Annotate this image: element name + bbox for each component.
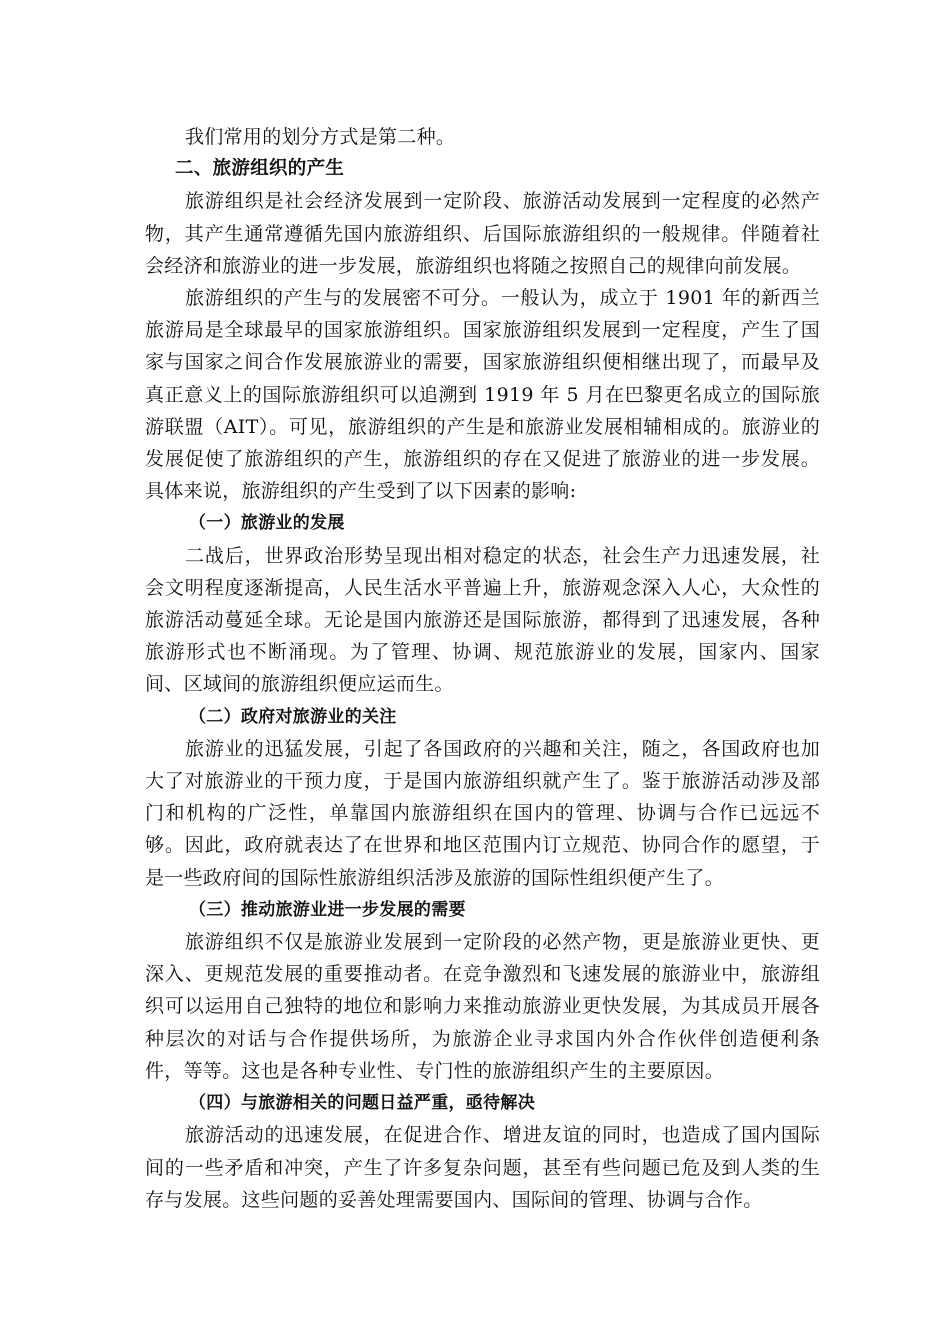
- paragraph-government-attention: 旅游业的迅猛发展，引起了各国政府的兴趣和关注，随之，各国政府也加大了对旅游业的干预力度，于是国内旅游组织就产生了。鉴于旅游活动涉及部门和机构的广泛性，单靠国内旅游组织在国内的管理、协调与合作已远远不够。因此，政府就表达了在世界和地区范围内订立规范、协同合作的愿望，于是一些政府间的国际性旅游组织活涉及旅游的国际性组织便产生了。: [145, 737, 820, 889]
- paragraph-tourism-development: 二战后，世界政治形势呈现出相对稳定的状态，社会生产力迅速发展，社会文明程度逐渐提高，人民生活水平普遍上升，旅游观念深入人心，大众性的旅游活动蔓延全球。无论是国内旅游还是国际旅游，都得到了迅速发展，各种旅游形式也不断涌现。为了管理、协调、规范旅游业的发展，国家内、国家间、区域间的旅游组织便应运而生。: [145, 544, 820, 696]
- section-heading-origin: 二、旅游组织的产生: [175, 158, 345, 180]
- paragraph-history: 旅游组织的产生与的发展密不可分。一般认为，成立于 1901 年的新西兰旅游局是全球最早的国家旅游组织。国家旅游组织发展到一定程度，产生了国家与国家之间合作发展旅游业的需要，国家旅游组织便相继出现了，而最早及真正意义上的国际旅游组织可以追溯到 1919 年 5 月在巴黎更名成立的国际旅游联盟（AIT）。可见，旅游组织的产生是和旅游业发展相辅相成的。旅游业的发展促使了旅游组织的产生，旅游组织的存在又促进了旅游业的进一步发展。具体来说，旅游组织的产生受到了以下因素的影响:: [145, 287, 820, 503]
- paragraph-related-problems: 旅游活动的迅速发展，在促进合作、增进友谊的同时，也造成了国内国际间的一些矛盾和冲突，产生了许多复杂问题，甚至有些问题已危及到人类的生存与发展。这些问题的妥善处理需要国内、国际间的管理、协调与合作。: [145, 1124, 820, 1211]
- subheading-tourism-development: （一）旅游业的发展: [189, 513, 345, 534]
- paragraph-continuation: 我们常用的划分方式是第二种。: [185, 126, 456, 148]
- paragraph-intro: 旅游组织是社会经济发展到一定阶段、旅游活动发展到一定程度的必然产物，其产生通常遵循先国内旅游组织、后国际旅游组织的一般规律。伴随着社会经济和旅游业的进一步发展，旅游组织也将随之按照自己的规律向前发展。: [145, 190, 820, 277]
- subheading-further-development: （三）推动旅游业进一步发展的需要: [189, 899, 466, 920]
- document-body: [145, 121, 820, 1216]
- subheading-government-attention: （二）政府对旅游业的关注: [189, 706, 397, 727]
- subheading-related-problems: （四）与旅游相关的问题日益严重，亟待解决: [189, 1093, 535, 1114]
- paragraph-further-development: 旅游组织不仅是旅游业发展到一定阶段的必然产物，更是旅游业更快、更深入、更规范发展的重要推动者。在竞争激烈和飞速发展的旅游业中，旅游组织可以运用自己独特的地位和影响力来推动旅游业更快发展，为其成员开展各种层次的对话与合作提供场所，为旅游企业寻求国内外合作伙伴创造便利条件，等等。这也是各种专业性、专门性的旅游组织产生的主要原因。: [145, 931, 820, 1082]
